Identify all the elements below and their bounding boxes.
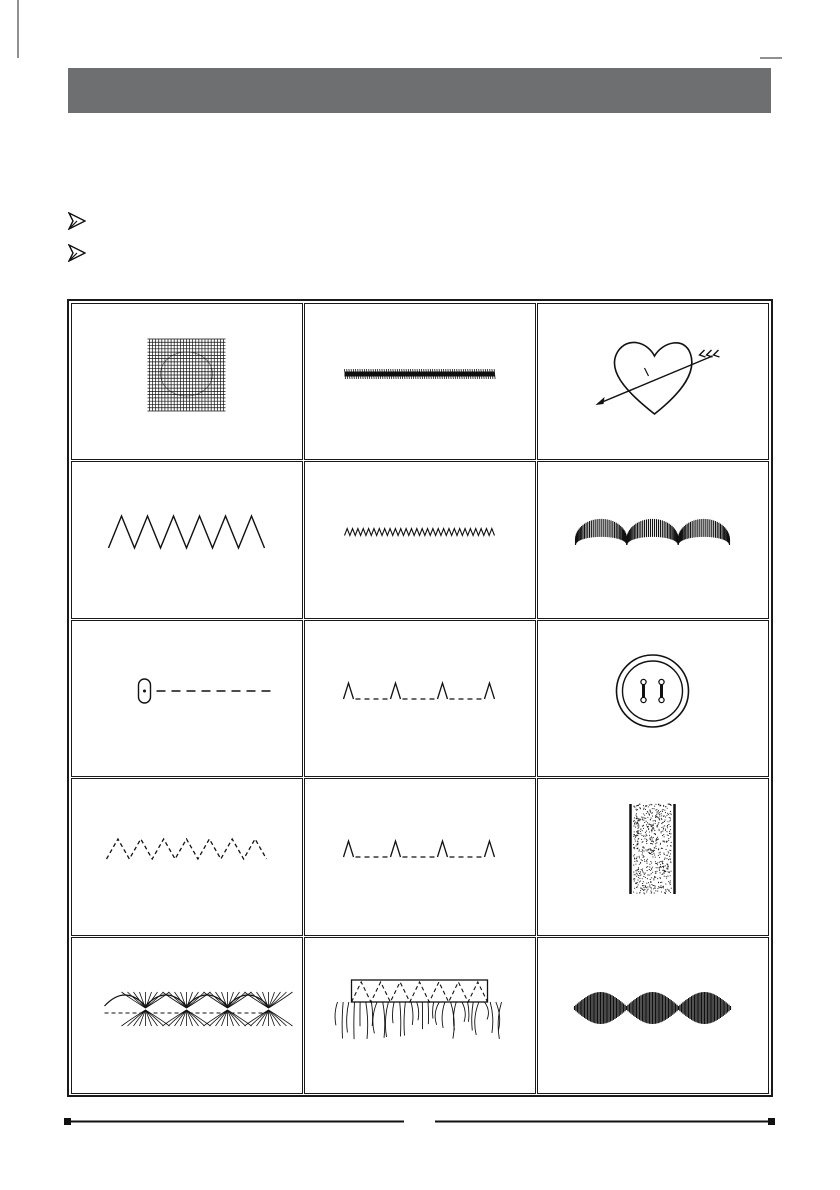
heart-arrow-icon xyxy=(538,304,767,458)
scallop-satin-icon xyxy=(538,462,767,616)
stitch-cell-three-step-zigzag-stitch xyxy=(71,778,303,935)
stitch-cell-small-zigzag-stitch xyxy=(304,461,536,618)
footer-rule-right xyxy=(433,1115,778,1129)
stitch-table xyxy=(67,299,773,1097)
satin-band-icon xyxy=(538,779,767,933)
arrowhead-bullet-icon xyxy=(68,212,86,230)
shell-tuck-icon xyxy=(72,938,301,1092)
stitch-cell-satin-diamond-stitch xyxy=(537,937,769,1094)
stitch-cell-heart-arrow-applique xyxy=(537,303,769,460)
stitch-cell-scallop-satin-stitch xyxy=(537,461,769,618)
buttonhole-dashed-icon xyxy=(72,621,301,775)
stitch-cell-shell-tuck-stitch xyxy=(71,937,303,1094)
stitch-cell-fringe-hem-stitch xyxy=(304,937,536,1094)
arrowhead-bullet-icon xyxy=(68,244,86,262)
blind-hem-icon xyxy=(305,621,534,775)
satin-bar-icon xyxy=(305,304,534,458)
crop-mark-top-right-icon xyxy=(760,0,840,60)
stitch-cell-blind-hem-stitch xyxy=(304,620,536,777)
stitch-cell-blind-hem-stitch-stretch xyxy=(304,778,536,935)
blind-hem-icon xyxy=(305,779,534,933)
stitch-cell-darning-grid-stitch xyxy=(71,303,303,460)
fringe-hem-icon xyxy=(305,938,534,1092)
stitch-cell-large-zigzag-stitch xyxy=(71,461,303,618)
section-header-bar xyxy=(68,68,771,113)
dashed-zigzag-icon xyxy=(72,779,301,933)
footer-rule-left xyxy=(62,1115,407,1129)
darning-grid-icon xyxy=(72,304,301,458)
zigzag-small-icon xyxy=(305,462,534,616)
button-icon xyxy=(538,621,767,775)
stitch-cell-button-sewing xyxy=(537,620,769,777)
stitch-cell-buttonhole-straight-stitch xyxy=(71,620,303,777)
stitch-cell-straight-satin-stitch xyxy=(304,303,536,460)
stitch-cell-satin-fill-band xyxy=(537,778,769,935)
satin-wave-icon xyxy=(538,938,767,1092)
zigzag-large-icon xyxy=(72,462,301,616)
crop-mark-top-left-icon xyxy=(0,0,20,60)
